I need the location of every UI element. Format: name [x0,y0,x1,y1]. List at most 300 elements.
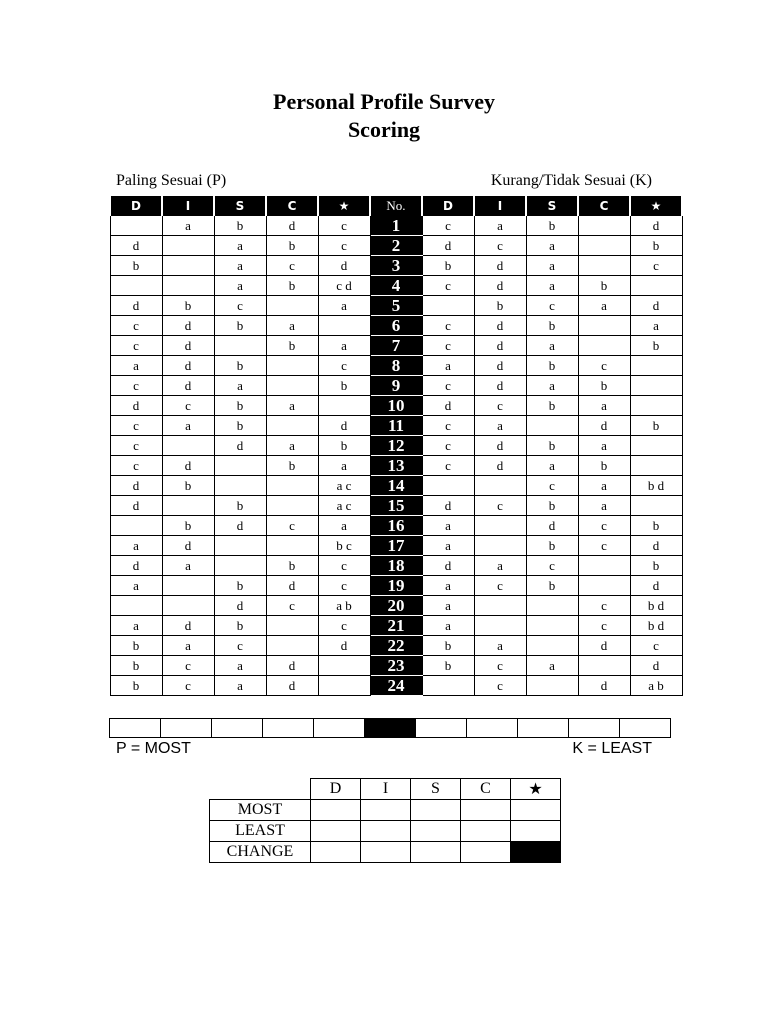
table-row [110,496,682,516]
p-cell: a b [318,596,370,616]
p-cell: b [110,676,162,696]
p-cell [162,236,214,256]
k-cell: c [526,556,578,576]
table-row [110,416,682,436]
p-cell: c [110,416,162,436]
p-cell [214,476,266,496]
k-cell: d [474,256,526,276]
table-row [110,396,682,416]
p-cell [162,496,214,516]
summary-col-d: D [311,779,361,800]
p-cell: d [110,476,162,496]
k-cell: c [474,656,526,676]
k-cell: b [526,436,578,456]
k-cell [474,476,526,496]
p-cell [162,596,214,616]
p-cell [318,316,370,336]
k-cell: b [526,536,578,556]
summary-cell[interactable] [511,821,561,842]
total-cell[interactable] [620,719,671,738]
k-cell: b d [630,596,682,616]
k-cell: c [526,476,578,496]
p-cell [266,296,318,316]
p-cell: b [162,516,214,536]
p-cell [110,516,162,536]
k-cell: a [422,356,474,376]
table-row [110,676,682,696]
k-cell: d [526,516,578,536]
k-cell [526,636,578,656]
p-cell: c [110,456,162,476]
k-cell: b [474,296,526,316]
p-cell: c [162,396,214,416]
total-cell[interactable] [569,719,620,738]
k-cell: a [474,216,526,236]
p-cell: c [318,236,370,256]
p-cell: b [214,216,266,236]
k-cell: c [578,596,630,616]
question-number: 14 [370,476,422,496]
k-cell: a [526,276,578,296]
k-cell: a [526,376,578,396]
k-cell: d [422,556,474,576]
header-p-c: C [266,197,318,216]
p-cell: a [318,296,370,316]
p-cell: d [266,656,318,676]
k-cell: d [578,636,630,656]
k-cell: c [422,456,474,476]
k-cell: b [578,376,630,396]
k-cell: a [474,636,526,656]
p-cell: d [318,416,370,436]
p-cell: a c [318,496,370,516]
p-cell: a [266,396,318,416]
k-cell: d [474,276,526,296]
k-cell: c [422,316,474,336]
table-row [110,216,682,236]
header-p-d: D [110,197,162,216]
k-cell: b [422,656,474,676]
k-cell [630,496,682,516]
p-cell [214,456,266,476]
p-cell: a [214,276,266,296]
header-p-i: I [162,197,214,216]
k-cell: c [474,576,526,596]
k-cell: d [474,436,526,456]
k-cell: c [474,496,526,516]
p-cell: c [110,336,162,356]
p-cell: d [110,236,162,256]
p-cell [162,276,214,296]
summary-col-c: C [461,779,511,800]
k-cell [474,516,526,536]
k-cell [474,536,526,556]
p-cell [110,276,162,296]
k-cell: c [630,256,682,276]
p-cell: a [214,236,266,256]
p-cell: b [110,656,162,676]
question-number: 12 [370,436,422,456]
k-cell: a [578,396,630,416]
k-cell: a [630,316,682,336]
k-cell: c [526,296,578,316]
question-number: 21 [370,616,422,636]
p-cell: a [214,656,266,676]
k-cell: b [578,276,630,296]
scoring-table-header [110,197,682,216]
p-cell: d [110,556,162,576]
k-cell: a [422,616,474,636]
summary-cell[interactable] [311,821,361,842]
k-cell: d [422,236,474,256]
p-cell: c [266,256,318,276]
k-cell [474,616,526,636]
k-cell: b [578,456,630,476]
p-cell: c d [318,276,370,296]
p-cell: d [110,296,162,316]
p-cell: d [162,536,214,556]
legend-most: P = MOST [116,740,191,757]
k-cell: a [578,296,630,316]
p-cell: c [318,576,370,596]
table-row [110,476,682,496]
k-cell: a [422,596,474,616]
p-cell: c [110,436,162,456]
p-cell: b [266,336,318,356]
question-number: 23 [370,656,422,676]
k-cell: a [422,576,474,596]
least-suitable-label: Kurang/Tidak Sesuai (K) [490,172,652,189]
p-cell: b [162,476,214,496]
k-cell [630,376,682,396]
p-cell: b [266,236,318,256]
summary-cell[interactable] [311,842,361,863]
summary-col-i: I [361,779,411,800]
p-cell [266,356,318,376]
summary-table [209,778,561,863]
p-cell: a [162,416,214,436]
summary-cell[interactable] [461,842,511,863]
k-cell: a [526,236,578,256]
p-cell: c [266,516,318,536]
title-line-1: Personal Profile Survey [273,89,495,114]
header-k-c: C [578,197,630,216]
k-cell: d [474,316,526,336]
k-cell: b [630,516,682,536]
p-cell: a c [318,476,370,496]
p-cell [214,336,266,356]
k-cell: b d [630,476,682,496]
total-spacer [365,719,416,738]
p-cell: a [214,376,266,396]
k-cell: b [526,316,578,336]
k-cell: a [526,456,578,476]
k-cell [578,656,630,676]
p-cell: b [214,496,266,516]
most-suitable-label: Paling Sesuai (P) [116,172,227,189]
k-cell: c [630,636,682,656]
p-cell: c [318,216,370,236]
k-cell [526,676,578,696]
p-cell: a [110,576,162,596]
p-cell [318,656,370,676]
total-cell[interactable] [161,719,212,738]
p-cell: a [318,456,370,476]
question-number: 20 [370,596,422,616]
table-row [110,356,682,376]
table-row [110,236,682,256]
p-cell: b [266,556,318,576]
p-cell: d [318,256,370,276]
p-cell: b [214,356,266,376]
header-k-star: ★ [630,197,682,216]
p-cell: b [318,376,370,396]
k-cell [630,396,682,416]
totals-row [109,718,671,738]
question-number: 6 [370,316,422,336]
p-cell [266,476,318,496]
k-cell: a [474,416,526,436]
table-row [110,316,682,336]
k-cell: d [630,216,682,236]
p-cell [162,576,214,596]
p-cell: d [318,636,370,656]
p-cell: b [318,436,370,456]
table-row [110,256,682,276]
p-cell: a [110,616,162,636]
question-number: 3 [370,256,422,276]
question-number: 4 [370,276,422,296]
k-cell [422,676,474,696]
table-row [110,576,682,596]
total-cell[interactable] [314,719,365,738]
p-cell: c [162,676,214,696]
p-cell [266,376,318,396]
k-cell: d [578,676,630,696]
k-cell: b [526,216,578,236]
k-cell: c [422,276,474,296]
p-cell: c [318,616,370,636]
p-cell: b [214,616,266,636]
header-number: No. [370,197,422,216]
p-cell: d [214,436,266,456]
p-cell [110,216,162,236]
header-p-star: ★ [318,197,370,216]
k-cell [526,416,578,436]
k-cell [630,356,682,376]
k-cell: d [630,576,682,596]
p-cell: d [110,496,162,516]
p-cell: c [214,636,266,656]
k-cell: b [526,576,578,596]
summary-cell[interactable] [411,800,461,821]
p-cell: b [214,576,266,596]
k-cell: b [526,356,578,376]
p-cell: c [110,376,162,396]
p-cell: a [318,516,370,536]
total-cell[interactable] [416,719,467,738]
table-row [110,596,682,616]
k-cell: d [422,396,474,416]
summary-cell[interactable] [361,842,411,863]
k-cell [578,216,630,236]
summary-cell[interactable] [411,821,461,842]
k-cell: a [422,516,474,536]
k-cell: b [526,396,578,416]
question-number: 9 [370,376,422,396]
k-cell: a [526,336,578,356]
p-cell: b [162,296,214,316]
k-cell [630,276,682,296]
legend-least: K = LEAST [572,740,652,757]
k-cell [630,436,682,456]
p-cell: d [162,336,214,356]
header-p-s: S [214,197,266,216]
page-title [0,88,768,144]
table-row [110,336,682,356]
k-cell: d [630,536,682,556]
summary-col-star: ★ [511,779,561,800]
question-number: 11 [370,416,422,436]
p-cell: d [266,676,318,696]
p-cell: b [214,416,266,436]
total-cell[interactable] [518,719,569,738]
table-row [110,376,682,396]
summary-blocked-cell [511,842,561,863]
k-cell: c [474,396,526,416]
p-cell [162,256,214,276]
p-cell [214,556,266,576]
summary-cell[interactable] [361,800,411,821]
k-cell: d [474,356,526,376]
p-cell [110,596,162,616]
p-cell: a [110,536,162,556]
k-cell: c [474,236,526,256]
p-cell: a [162,556,214,576]
k-cell: a [578,496,630,516]
summary-row-label: CHANGE [210,842,311,863]
p-cell [266,536,318,556]
p-cell: d [214,596,266,616]
summary-cell[interactable] [311,800,361,821]
k-cell: b [630,236,682,256]
summary-row-label: MOST [210,800,311,821]
summary-cell[interactable] [411,842,461,863]
p-cell: b [214,316,266,336]
k-cell: d [474,456,526,476]
p-cell: c [162,656,214,676]
p-cell: d [162,376,214,396]
k-cell [578,316,630,336]
p-cell: a [318,336,370,356]
k-cell: b [630,336,682,356]
k-cell [578,256,630,276]
question-number: 5 [370,296,422,316]
summary-cell[interactable] [461,821,511,842]
p-cell: b c [318,536,370,556]
table-row [110,276,682,296]
question-number: 17 [370,536,422,556]
table-row [110,456,682,476]
question-number: 8 [370,356,422,376]
p-cell: c [110,316,162,336]
table-row [110,436,682,456]
table-row [110,516,682,536]
p-cell [266,496,318,516]
p-cell: d [266,216,318,236]
total-cell[interactable] [212,719,263,738]
table-row [110,536,682,556]
total-cell[interactable] [263,719,314,738]
k-cell: c [422,416,474,436]
table-row [110,636,682,656]
question-number: 2 [370,236,422,256]
k-cell: b [630,416,682,436]
k-cell: b d [630,616,682,636]
k-cell [474,596,526,616]
question-number: 24 [370,676,422,696]
p-cell: c [266,596,318,616]
k-cell: a [526,656,578,676]
p-cell: d [162,616,214,636]
k-cell: c [422,336,474,356]
question-number: 18 [370,556,422,576]
k-cell: d [474,336,526,356]
summary-row-most [210,800,561,821]
summary-cell[interactable] [361,821,411,842]
k-cell [578,576,630,596]
k-cell [578,556,630,576]
p-cell: b [214,396,266,416]
k-cell [526,616,578,636]
k-cell: b [630,556,682,576]
total-cell[interactable] [467,719,518,738]
question-number: 15 [370,496,422,516]
p-cell [162,436,214,456]
summary-row-change [210,842,561,863]
summary-cell[interactable] [511,800,561,821]
k-cell: c [474,676,526,696]
p-cell [318,676,370,696]
k-cell: b [526,496,578,516]
k-cell [578,336,630,356]
p-cell: d [162,356,214,376]
k-cell: b [422,636,474,656]
question-number: 22 [370,636,422,656]
p-cell: b [266,276,318,296]
p-cell: b [110,256,162,276]
summary-cell[interactable] [461,800,511,821]
p-cell [266,616,318,636]
k-cell: c [578,356,630,376]
p-cell: d [266,576,318,596]
p-cell: a [266,436,318,456]
p-cell: a [214,676,266,696]
k-cell [422,296,474,316]
k-cell: d [474,376,526,396]
k-cell [578,236,630,256]
k-cell: d [422,496,474,516]
p-cell: a [266,316,318,336]
question-number: 7 [370,336,422,356]
total-cell[interactable] [110,719,161,738]
p-cell [214,536,266,556]
p-cell: d [214,516,266,536]
summary-corner [210,779,311,800]
p-cell: b [266,456,318,476]
p-cell [318,396,370,416]
k-cell: c [578,516,630,536]
